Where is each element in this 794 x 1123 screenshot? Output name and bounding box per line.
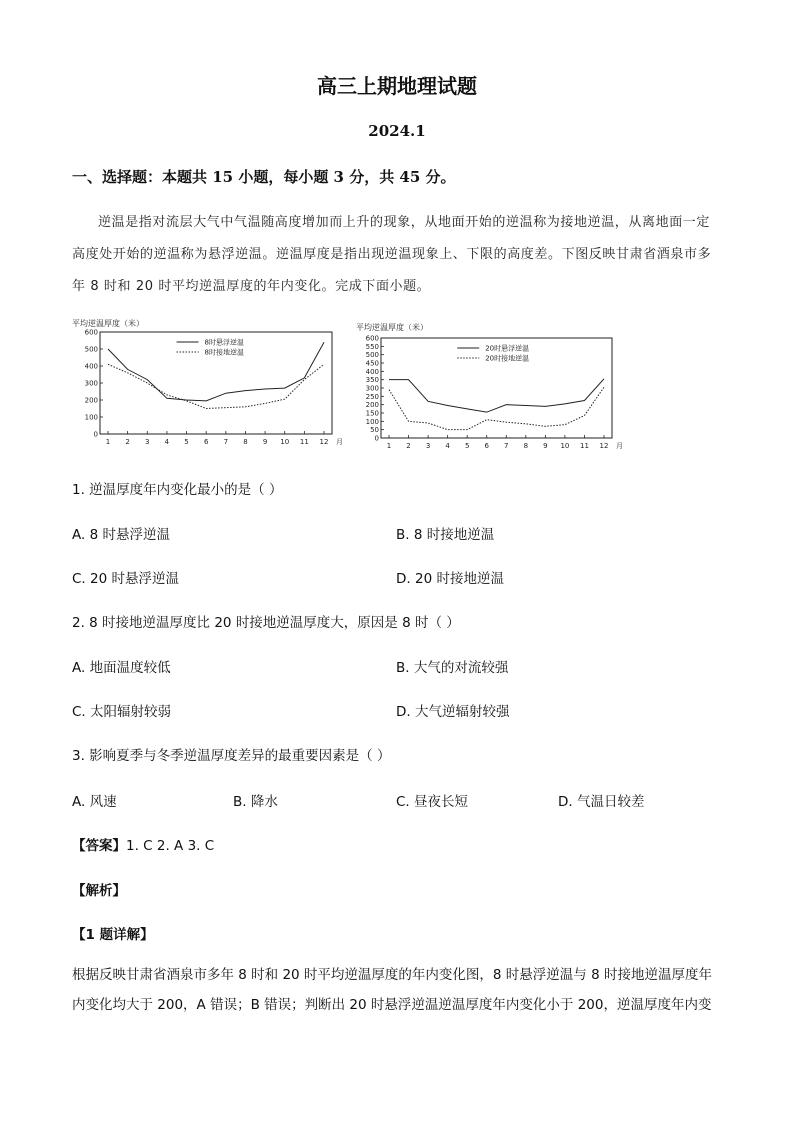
chart-8pm-ytick-label: 100 [365,417,379,426]
chart-8am-xlabel: 月 [336,438,343,446]
chart-8pm-lines [389,379,604,430]
question-3-option-d[interactable]: D. 气温日较差 [558,794,645,810]
chart-8am-legend-label: 8时悬浮逆温 [204,338,245,347]
chart-8pm-ytick-label: 600 [365,334,379,343]
chart-8am [70,316,342,451]
chart-8pm-xtick-label: 10 [560,442,570,450]
chart-8pm [352,320,624,450]
chart-8pm-ytick-label: 250 [365,392,379,401]
chart-8am-xtick-label: 3 [145,438,150,446]
chart-8am-xtick-label: 12 [319,438,329,446]
question-3-stem: 3. 影响夏季与冬季逆温厚度差异的最重要因素是（ ） [72,748,391,764]
chart-8pm-ytick-label: 200 [365,401,379,410]
passage-text: 逆温是指对流层大气中气温随高度增加而上升的现象，从地面开始的逆温称为接地逆温，从离地面一定高度处开始的逆温称为悬浮逆温。逆温厚度是指出现逆温现象上、下限的高度差。下图反映甘肃省酒泉市多年 8 时和 20 时平均逆温厚度的年内变化。完成下面小题。 [72,215,712,294]
chart-8pm-xtick-label: 5 [464,442,470,450]
chart-8am-xtick-label: 11 [299,438,309,446]
chart-8pm-xtick-label: 2 [406,442,411,450]
chart-8pm-ytick-label: 500 [365,351,379,360]
chart-8pm-ytick-label: 400 [365,367,379,376]
chart-8pm-ylabel: 平均逆温厚度（米） [356,323,428,332]
question-2-option-a[interactable]: A. 地面温度较低 [72,660,171,676]
chart-8pm-ytick-label: 450 [365,359,379,368]
chart-8am-xtick-label: 8 [243,438,248,446]
detail-text: 根据反映甘肃省酒泉市多年 8 时和 20 时平均逆温厚度的年内变化图，8 时悬浮逆温与 8 时接地逆温厚度年内变化均大于 200，A 错误；B 错误；判断出 20 时悬浮逆温逆温厚度年内变化小于 200，逆温厚度年内变 [72,967,712,1013]
question-2-option-b[interactable]: B. 大气的对流较强 [396,660,509,676]
chart-8am-ytick-label: 500 [84,345,98,354]
chart-8pm-legend-label: 20时接地逆温 [485,354,530,363]
chart-8am-xtick-label: 5 [184,438,189,446]
chart-8am-xticks [106,431,343,446]
chart-8pm-xtick-label: 4 [445,442,450,450]
question-2-stem: 2. 8 时接地逆温厚度比 20 时接地逆温厚度大，原因是 8 时（ ） [72,615,460,631]
detail-label: 【1 题详解】 [72,927,154,943]
chart-8am-xtick-label: 10 [280,438,290,446]
question-1-option-b[interactable]: B. 8 时接地逆温 [396,527,495,543]
chart-8am-xtick-label: 1 [105,438,111,446]
exam-date: 2024.1 [368,122,426,140]
chart-8am-ytick-label: 300 [84,379,98,388]
chart-8pm-ytick-label: 300 [365,384,379,393]
chart-8am-ytick-label: 200 [84,396,98,405]
chart-8am-xtick-label: 9 [262,438,268,446]
chart-8am-frame [100,332,332,434]
chart-8am-xtick-label: 2 [125,438,130,446]
chart-8pm-xtick-label: 9 [543,442,548,450]
question-1-option-d[interactable]: D. 20 时接地逆温 [396,571,504,587]
chart-8pm-xtick-label: 6 [484,442,489,450]
chart-8am-legend-label: 8时接地逆温 [204,348,245,357]
question-2-option-d[interactable]: D. 大气逆辐射较强 [396,704,510,720]
chart-8am-ylabel: 平均逆温厚度（米） [72,319,144,328]
chart-8am-series-line-2 [108,364,324,408]
question-1-option-a[interactable]: A. 8 时悬浮逆温 [72,527,170,543]
question-1-option-c[interactable]: C. 20 时悬浮逆温 [72,571,179,587]
chart-8pm-xticks [387,435,623,450]
answer-label: 【答案】 [72,838,126,854]
chart-8am-xtick-label: 4 [164,438,170,446]
chart-8pm-ytick-label: 350 [365,376,379,385]
chart-8pm-xtick-label: 8 [523,442,529,450]
chart-8pm-ytick-label: 550 [365,342,379,351]
chart-8pm-xtick-label: 7 [504,442,509,450]
chart-8pm-xtick-label: 1 [386,442,392,450]
chart-8pm-ytick-label: 0 [374,434,379,443]
chart-8am-ytick-label: 100 [84,413,98,422]
chart-8pm-legend [457,344,529,363]
chart-8pm-ytick-label: 50 [370,426,379,435]
chart-8am-ytick-label: 600 [84,328,98,337]
question-3-option-a[interactable]: A. 风速 [72,794,117,810]
chart-8am-xtick-label: 6 [203,438,209,446]
chart-8pm-xtick-label: 3 [425,442,431,450]
answer-values: 1. C 2. A 3. C [126,838,215,854]
section-heading: 一、选择题：本题共 15 小题，每小题 3 分，共 45 分。 [72,168,456,186]
analysis-label: 【解析】 [72,883,126,899]
chart-8am-ytick-label: 0 [93,430,98,439]
chart-8pm-xlabel: 月 [616,442,623,450]
chart-8pm-xtick-label: 12 [599,442,609,450]
question-1-stem: 1. 逆温厚度年内变化最小的是（ ） [72,482,283,498]
answer-line [72,834,214,854]
question-3-option-b[interactable]: B. 降水 [233,794,278,810]
chart-8am-xtick-label: 7 [223,438,229,446]
chart-8am-legend [177,338,244,357]
chart-8pm-legend-label: 20时悬浮逆温 [485,344,530,353]
chart-8pm-xtick-label: 11 [579,442,589,450]
chart-8am-ytick-label: 400 [84,362,98,371]
question-2-option-c[interactable]: C. 太阳辐射较弱 [72,704,172,720]
chart-8pm-ytick-label: 150 [365,409,379,418]
question-3-option-c[interactable]: C. 昼夜长短 [396,794,469,810]
page-title: 高三上期地理试题 [317,74,477,98]
chart-8pm-series-line-1 [389,379,604,412]
